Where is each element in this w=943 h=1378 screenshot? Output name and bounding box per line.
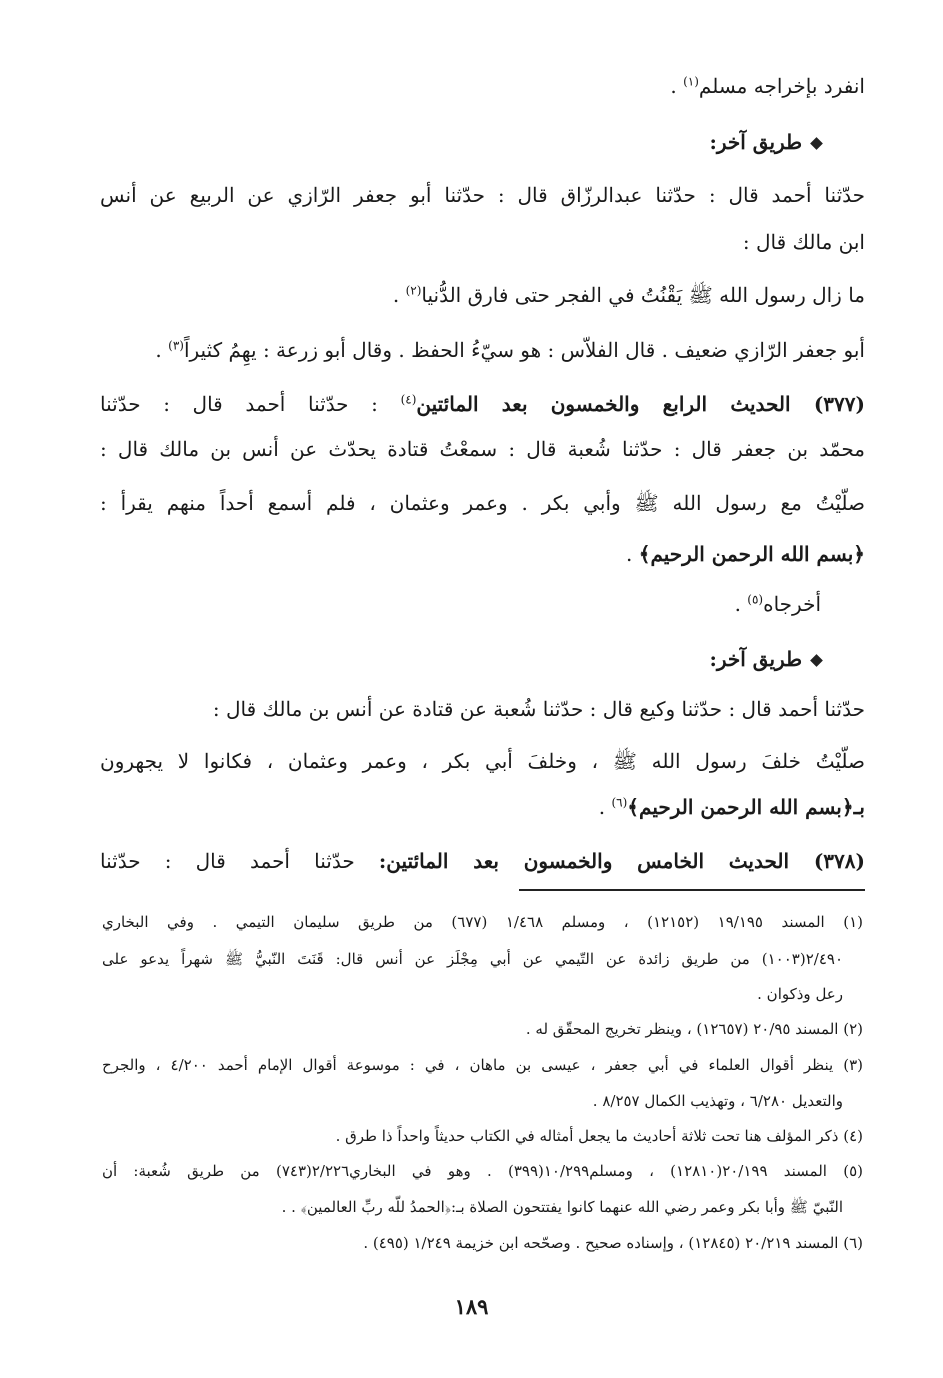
text-line: صلّيْتُ خلفَ رسول الله ﷺ ، وخلفَ أبي بكر ، وعمر وعثمان ، فكانوا لا يجهرون [100,749,865,773]
text: ما زال رسول الله ﷺ يَقْنُتُ في الفجر حتى فارق الدُّنيا [421,283,865,307]
page-number: ١٨٩ [454,1294,489,1319]
hadith-heading-line [100,392,865,416]
text: : حدّثنا أحمد قال : حدّثنا [100,392,401,416]
text-line [100,74,865,98]
text: . [734,592,748,616]
hadith-heading: (٣٧٨) الحديث الخامس والخمسون بعد المائتين: [378,849,865,873]
text-line: حدّثنا أحمد قال : حدّثنا عبدالرزّاق قال : حدّثنا أبو جعفر الرّازي عن الربيع عن أنس [100,183,865,207]
heading-text: طريق آخر: [709,130,802,154]
text-line [100,338,865,362]
footnote-line: ٢/٤٩٠(١٠٠٣) من طريق زائدة عن التّيمي عن أبي مِجْلَز عن أنس قال: قَنَتَ النّبيُّ ﷺ شهراً يدعو على [102,950,843,968]
text: أخرجاه [763,592,821,616]
quran-quote: بـ﴿بسم الله الرحمن الرحيم﴾ [627,795,865,819]
text-line [100,592,821,616]
heading-text: طريق آخر: [709,647,802,671]
hadith-heading: (٣٧٧) الحديث الرابع والخمسون بعد المائتين [416,392,865,416]
footnote-ref: (٥) [747,592,764,607]
diamond-bullet-icon [810,137,823,150]
text-line: صلّيْتُ مع رسول الله ﷺ وأبي بكر . وعمر وعثمان ، فلم أسمع أحداً منهم يقرأ : [100,491,865,515]
text-line: ابن مالك قال : [742,230,865,254]
text: . [392,283,406,307]
footnote-line: (١) المسند ١٩/١٩٥ (١٢١٥٢) ، ومسلم ١/٤٦٨ (٦٧٧) من طريق سليمان التيمي . وفي البخاري [102,913,863,931]
text-line: حدّثنا أحمد قال : حدّثنا وكيع قال : حدّثنا شُعبة عن قتادة عن أنس بن مالك قال : [212,697,865,721]
footnote-ref: (٤) [400,392,417,407]
text-line [100,795,865,819]
section-heading [100,647,821,671]
footnote-separator [519,889,865,891]
footnote-line: (٣) ينظر أقوال العلماء في أبي جعفر ، عيسى بن ماهان ، في : موسوعة أقوال الإمام أحمد ٤/٢٠٠ ، والجرح [102,1056,863,1074]
text: . [598,795,612,819]
footnote-line: (٤) ذكر المؤلف هنا تحت ثلاثة أحاديث ما يجعل أمثاله في الكتاب حديثاً واحداً ذا طرق . [335,1127,863,1145]
diamond-bullet-icon [810,654,823,667]
footnote-ref: (١) [683,74,699,89]
text: . [626,542,639,566]
section-heading [100,130,821,154]
quran-quote: ﴿بسم الله الرحمن الرحيم﴾ [638,542,865,566]
footnote-line: رعل وذكوان . [757,985,843,1003]
footnote-line: (٦) المسند ٢٠/٢١٩ (١٢٨٤٥) ، وإسناده صحيح . وصحّحه ابن خزيمة ١/٢٤٩ (٤٩٥) . [363,1234,863,1252]
footnote-ref: (٢) [405,283,422,298]
text-line: محمّد بن جعفر قال : حدّثنا شُعبة قال : سمعْتُ قتادة يحدّث عن أنس بن مالك قال : [100,437,865,461]
footnote-line: والتعديل ٦/٢٨٠ ، وتهذيب الكمال ٨/٢٥٧ . [592,1092,843,1110]
hadith-heading-line [100,849,865,873]
footnote-ref: (٦) [611,795,628,810]
footnote-line: (٢) المسند ٢٠/٩٥ (١٢٦٥٧) ، وينظر تخريج المحقّق له . [525,1020,863,1038]
footnote-ref: (٣) [168,338,184,353]
text: حدّثنا أحمد قال : حدّثنا [100,849,379,873]
text: . [670,74,684,98]
text: انفرد بإخراجه مسلم [698,74,865,98]
footnote-line: (٥) المسند ٢٠/١٩٩(١٢٨١٠) ، ومسلم١٠/٢٩٩(٣٩٩) . وهو في البخاري٢/٢٢٦(٧٤٣) من طريق شُعبة: أن [102,1162,863,1180]
text-line [100,283,865,312]
text-line [100,542,865,566]
footnote-line: النّبيّ ﷺ وأبا بكر وعمر رضي الله عنهما كانوا يفتتحون الصلاة بـ:﴿الحمدُ للّه ربِّ العالمين﴾ . . [281,1198,843,1216]
text: أبو جعفر الرّازي ضعيف . قال الفلاّس : هو سيّءُ الحفظ . وقال أبو زرعة : يهِمُ كثيراً [183,338,865,362]
text: . [155,338,169,362]
